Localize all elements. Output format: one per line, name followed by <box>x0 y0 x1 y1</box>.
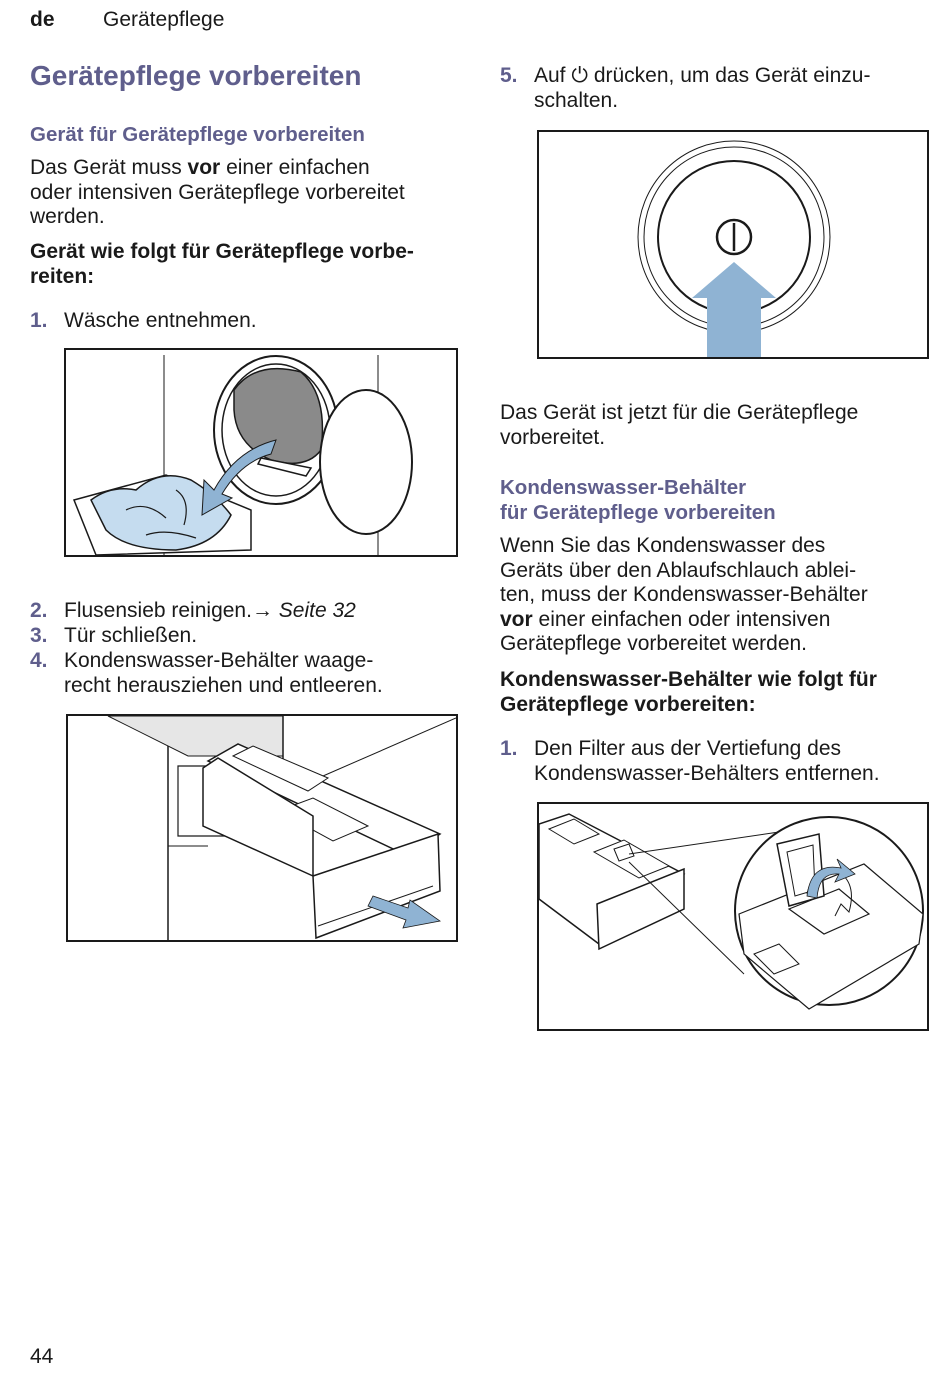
power-button-illustration <box>539 132 927 357</box>
step-text: Tür schließen. <box>64 624 198 647</box>
step-text-pre: Auf <box>534 64 572 87</box>
para-line-1: Wenn Sie das Kondenswasser des <box>500 534 826 557</box>
step-number: 1. <box>30 309 48 332</box>
subheading-condensate-container <box>500 475 776 525</box>
power-icon: ⏻ <box>571 64 588 87</box>
intro-text-post: einer einfachen <box>220 156 370 179</box>
para-line-2: Geräts über den Ablaufschlauch ablei- <box>500 558 857 582</box>
instruction-line-1: Gerät wie folgt für Gerätepflege vorbe- <box>30 240 414 263</box>
step-number: 2. <box>30 599 48 622</box>
subheading-line-2: für Gerätepflege vorbereiten <box>500 501 776 524</box>
ready-paragraph <box>500 401 858 450</box>
step-text-line-1: Den Filter aus der Vertiefung des <box>534 737 842 760</box>
arrow-icon: → <box>251 599 273 622</box>
ready-line-1: Das Gerät ist jetzt für die Gerätepflege <box>500 401 859 424</box>
intro-paragraph <box>30 156 405 230</box>
container-pull-illustration <box>68 716 456 940</box>
para-line-4: einer einfachen oder intensiven <box>532 607 831 631</box>
instruction-heading <box>30 240 414 289</box>
step-text-line-2: schalten. <box>534 88 619 112</box>
figure-laundry-removal <box>64 348 458 557</box>
step-number: 5. <box>500 64 518 87</box>
step-number: 1. <box>500 737 518 760</box>
step-text: Flusensieb reinigen. <box>64 599 252 622</box>
step-text-line-1: Kondenswasser-Behälter waage- <box>64 649 374 672</box>
subheading-line-1: Kondenswasser-Behälter <box>500 476 747 499</box>
para-line-5: Gerätepflege vorbereitet werden. <box>500 632 808 656</box>
figure-condensate-container-pull <box>66 714 458 942</box>
step-text-post: drücken, um das Gerät einzu- <box>587 64 871 87</box>
subheading-prepare-device: Gerät für Gerätepflege vorbereiten <box>30 123 365 146</box>
page-number: 44 <box>30 1345 54 1368</box>
para-bold: vor <box>500 607 533 631</box>
instruction-line-1: Kondenswasser-Behälter wie folgt für <box>500 668 877 691</box>
laundry-removal-illustration <box>66 350 456 555</box>
step-text-line-2: recht herausziehen und entleeren. <box>64 673 383 697</box>
page-reference-link[interactable]: Seite 32 <box>278 599 356 622</box>
figure-filter-removal <box>537 802 929 1031</box>
filter-removal-illustration <box>539 804 927 1029</box>
intro-text-pre: Das Gerät muss <box>30 156 188 179</box>
condensate-paragraph <box>500 534 868 657</box>
ready-line-2: vorbereitet. <box>500 425 606 449</box>
figure-power-button <box>537 130 929 359</box>
condensate-instruction-heading <box>500 668 877 717</box>
instruction-line-2: reiten: <box>30 264 95 288</box>
intro-line-2: oder intensiven Gerätepflege vorbereitet <box>30 180 405 204</box>
step-text: Wäsche entnehmen. <box>64 309 257 332</box>
step-number: 4. <box>30 649 48 672</box>
intro-text-bold: vor <box>187 156 221 179</box>
header-language: de <box>30 8 55 31</box>
step-text-line-2: Kondenswasser-Behälters entfernen. <box>534 761 880 785</box>
para-line-3: ten, muss der Kondenswasser-Behälter <box>500 583 868 607</box>
header-section-title: Gerätepflege <box>103 8 225 31</box>
page-title: Gerätepflege vorbereiten <box>30 60 362 91</box>
intro-line-3: werden. <box>30 205 105 229</box>
instruction-line-2: Gerätepflege vorbereiten: <box>500 692 756 716</box>
step-number: 3. <box>30 624 48 647</box>
